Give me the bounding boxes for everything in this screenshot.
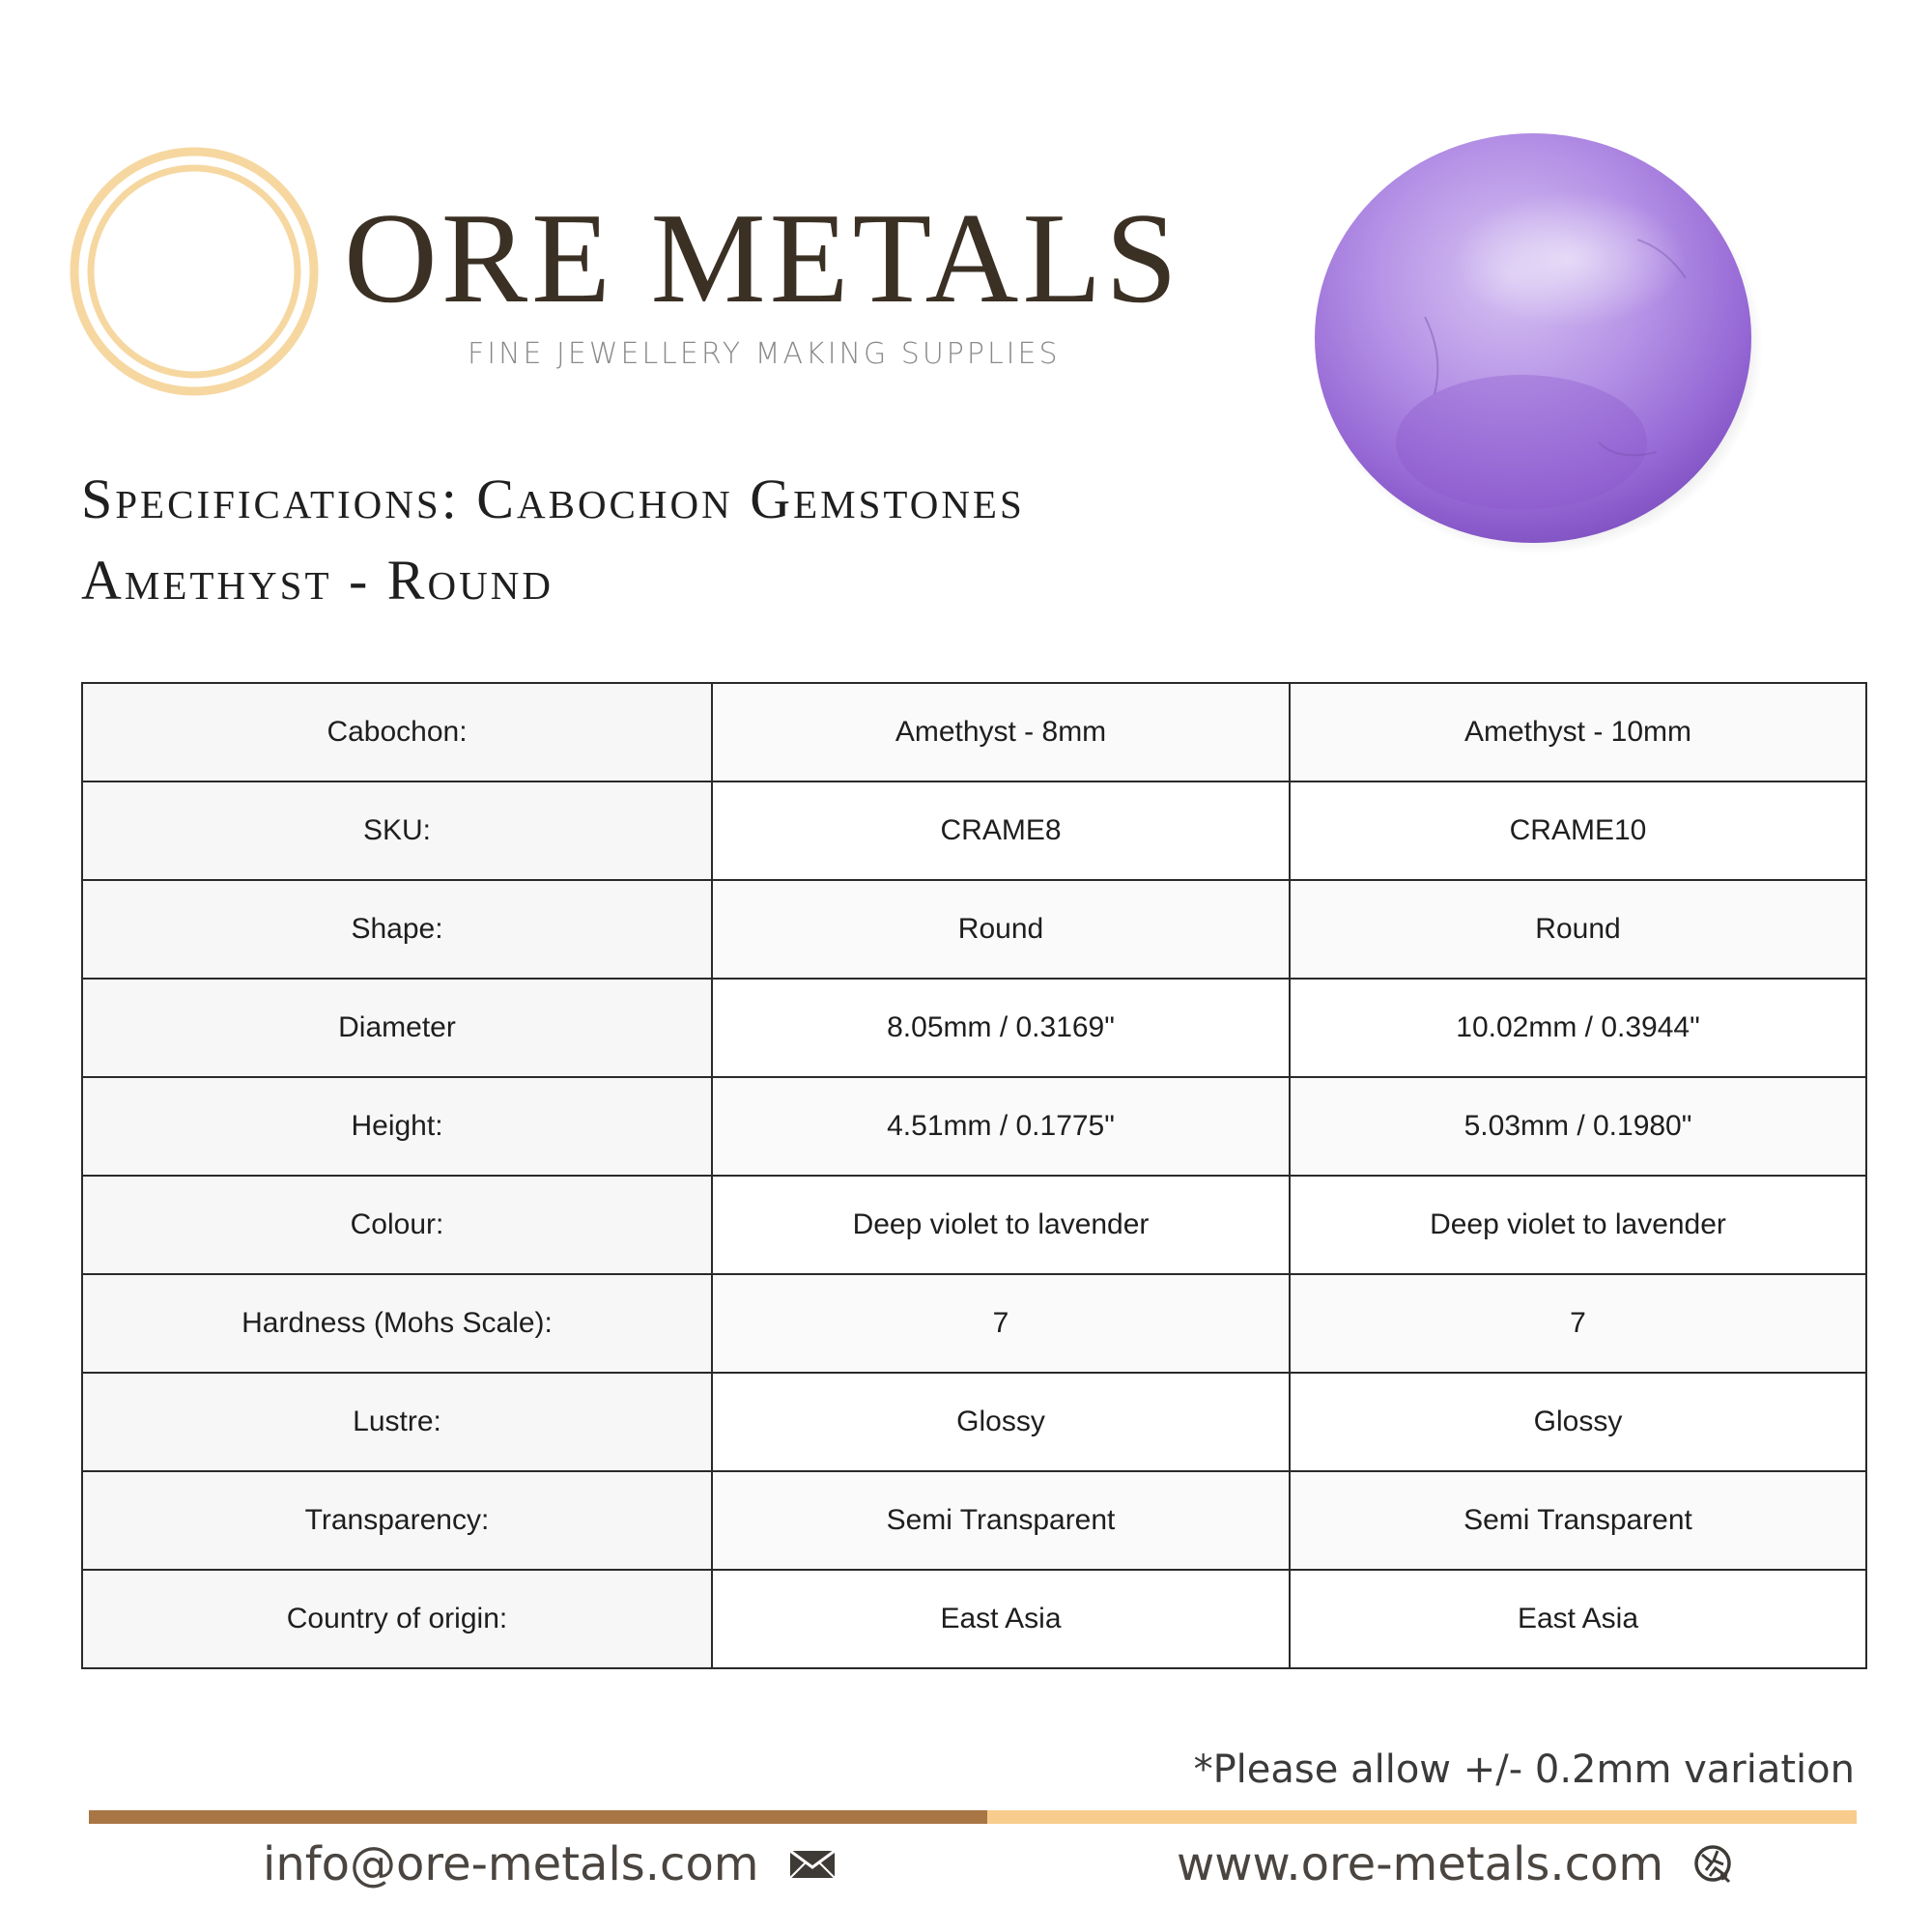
email-contact[interactable] xyxy=(263,1833,837,1895)
row-label: Hardness (Mohs Scale): xyxy=(82,1274,712,1373)
value-10mm: CRAME10 xyxy=(1290,781,1866,880)
value-8mm: Semi Transparent xyxy=(712,1471,1290,1570)
logo-rings xyxy=(68,145,321,398)
row-label: Country of origin: xyxy=(82,1570,712,1668)
value-10mm: 5.03mm / 0.1980" xyxy=(1290,1077,1866,1176)
table-row xyxy=(82,781,1866,880)
email-link[interactable]: info@ore-metals.com xyxy=(263,1837,759,1891)
divider-segment-dark xyxy=(89,1810,987,1824)
value-10mm: 7 xyxy=(1290,1274,1866,1373)
spec-title: Specifications: Cabochon Gemstones xyxy=(81,468,1025,530)
row-label: Lustre: xyxy=(82,1373,712,1471)
globe-icon xyxy=(1692,1843,1735,1886)
value-8mm: Glossy xyxy=(712,1373,1290,1471)
value-10mm: Semi Transparent xyxy=(1290,1471,1866,1570)
brand-name: ORE METALS xyxy=(344,186,1181,329)
table-row xyxy=(82,1176,1866,1274)
value-8mm: Deep violet to lavender xyxy=(712,1176,1290,1274)
table-row xyxy=(82,979,1866,1077)
table-row xyxy=(82,1373,1866,1471)
value-10mm: East Asia xyxy=(1290,1570,1866,1668)
spec-table xyxy=(81,682,1867,1669)
amethyst-cabochon-image xyxy=(1309,124,1763,558)
row-label: Height: xyxy=(82,1077,712,1176)
value-8mm: 8.05mm / 0.3169" xyxy=(712,979,1290,1077)
value-10mm: 10.02mm / 0.3944" xyxy=(1290,979,1866,1077)
table-row xyxy=(82,683,1866,781)
value-10mm: Amethyst - 10mm xyxy=(1290,683,1866,781)
row-label: SKU: xyxy=(82,781,712,880)
table-row xyxy=(82,1077,1866,1176)
table-row xyxy=(82,1570,1866,1668)
value-8mm: Amethyst - 8mm xyxy=(712,683,1290,781)
value-10mm: Round xyxy=(1290,880,1866,979)
row-label: Diameter xyxy=(82,979,712,1077)
spec-subtitle: Amethyst - Round xyxy=(81,549,554,611)
table-row xyxy=(82,1471,1866,1570)
table-row xyxy=(82,880,1866,979)
value-8mm: East Asia xyxy=(712,1570,1290,1668)
website-link[interactable]: www.ore-metals.com xyxy=(1177,1837,1664,1891)
variation-note: *Please allow +/- 0.2mm variation xyxy=(1193,1747,1855,1792)
value-8mm: CRAME8 xyxy=(712,781,1290,880)
website-contact[interactable] xyxy=(1177,1833,1735,1895)
envelope-icon xyxy=(788,1848,837,1881)
row-label: Transparency: xyxy=(82,1471,712,1570)
value-10mm: Deep violet to lavender xyxy=(1290,1176,1866,1274)
divider-segment-light xyxy=(987,1810,1857,1824)
brand-tagline: FINE JEWELLERY MAKING SUPPLIES xyxy=(468,337,1061,371)
footer-divider xyxy=(89,1810,1857,1824)
table-row xyxy=(82,1274,1866,1373)
value-8mm: Round xyxy=(712,880,1290,979)
value-8mm: 4.51mm / 0.1775" xyxy=(712,1077,1290,1176)
value-10mm: Glossy xyxy=(1290,1373,1866,1471)
value-8mm: 7 xyxy=(712,1274,1290,1373)
row-label: Colour: xyxy=(82,1176,712,1274)
row-label: Shape: xyxy=(82,880,712,979)
row-label: Cabochon: xyxy=(82,683,712,781)
